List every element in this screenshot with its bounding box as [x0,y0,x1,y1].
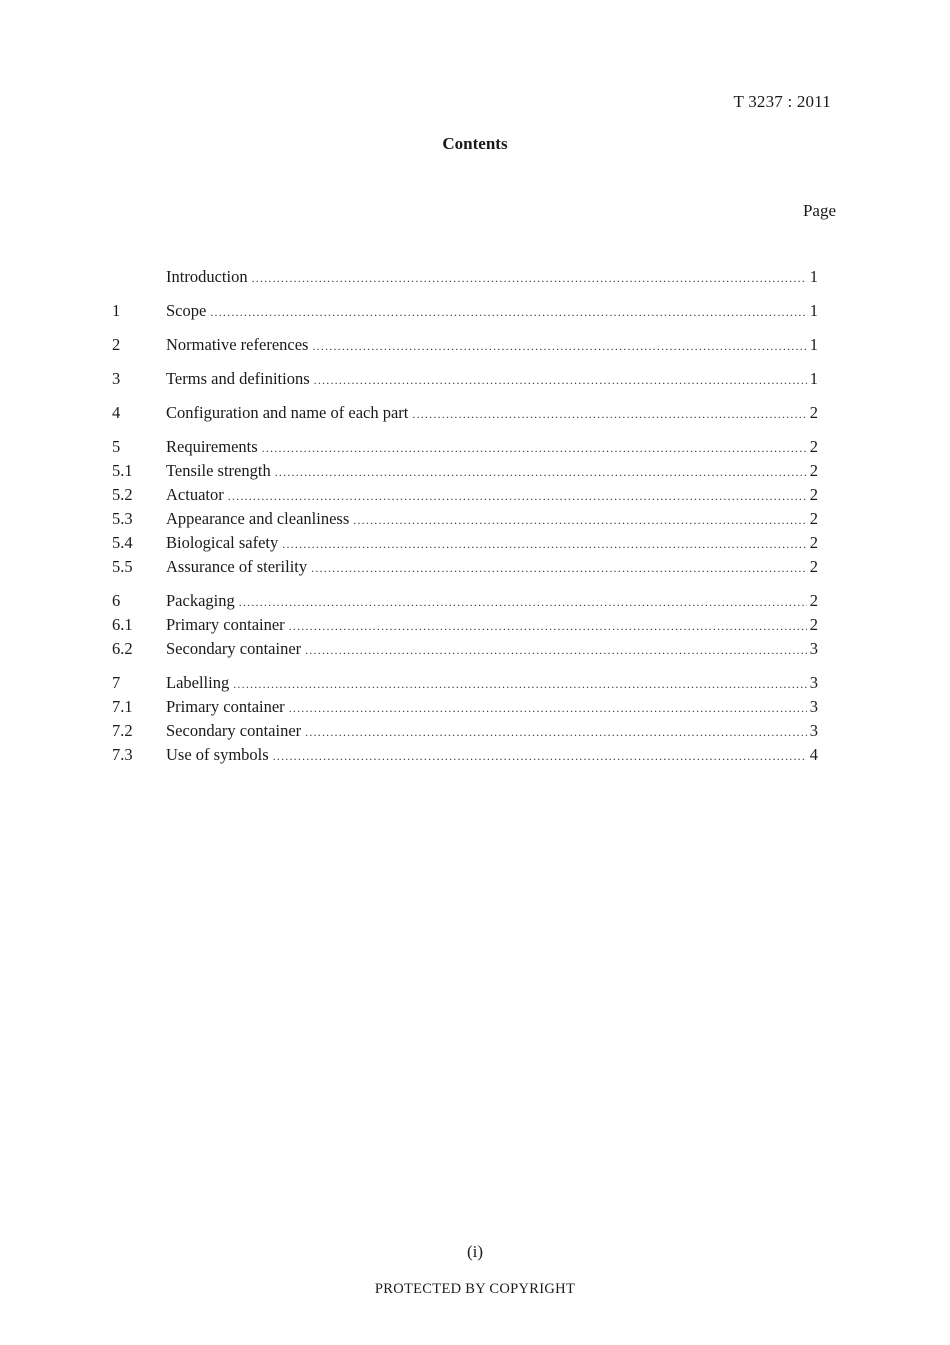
toc-entry[interactable] [112,333,818,357]
toc-entry[interactable] [112,367,818,391]
toc-entry-label: Primary container [166,697,285,716]
toc-entry[interactable] [112,435,818,459]
toc-entry-label: Requirements [166,437,258,456]
toc-entry-number: 7.2 [112,721,133,740]
toc-entry-page: 3 [809,697,818,716]
toc-entry-label: Secondary container [166,721,302,740]
toc-entry[interactable] [112,695,818,719]
toc-dot-leader [305,638,807,662]
toc-entry-page: 2 [809,615,818,634]
toc-entry[interactable] [112,743,818,767]
toc-entry-page: 1 [809,369,818,388]
toc-dot-leader [233,672,807,696]
toc-entry-page: 2 [809,557,818,576]
toc-entry[interactable] [112,589,818,613]
toc-entry-number: 7.3 [112,745,133,764]
toc-entry-page: 1 [809,301,818,320]
page-folio: (i) [466,1242,484,1261]
toc-entry-page: 2 [809,533,818,552]
toc-entry[interactable] [112,531,818,555]
toc-entry-number: 6.1 [112,615,133,634]
table-of-contents [112,265,818,767]
toc-entry-number: 3 [112,369,121,388]
toc-entry-label: Scope [166,301,207,320]
toc-entry-number: 7 [112,673,121,692]
toc-entry-label: Appearance and cleanliness [166,509,350,528]
toc-entry-label: Biological safety [166,533,279,552]
toc-dot-leader [289,696,807,720]
toc-entry[interactable] [112,637,818,661]
toc-entry-number: 5.4 [112,533,133,552]
toc-entry[interactable] [112,719,818,743]
toc-dot-leader [282,532,806,556]
toc-entry[interactable] [112,613,818,637]
toc-entry-page: 1 [809,267,818,286]
toc-entry-label: Tensile strength [166,461,271,480]
toc-dot-leader [412,402,806,426]
toc-dot-leader [210,300,806,324]
toc-entry-label: Labelling [166,673,230,692]
toc-entry-label: Actuator [166,485,224,504]
toc-entry-page: 2 [809,461,818,480]
toc-entry-number: 2 [112,335,121,354]
toc-entry-label: Configuration and name of each part [166,403,409,422]
toc-entry-number: 5 [112,437,121,456]
toc-entry-page: 3 [809,639,818,658]
toc-entry-number: 5.3 [112,509,133,528]
toc-dot-leader [289,614,807,638]
toc-entry[interactable] [112,507,818,531]
toc-dot-leader [262,436,807,460]
toc-entry-number: 4 [112,403,121,422]
toc-entry-number: 5.2 [112,485,133,504]
toc-dot-leader [314,368,807,392]
copyright-notice: PROTECTED BY COPYRIGHT [374,1281,576,1297]
toc-entry[interactable] [112,483,818,507]
toc-entry-page: 4 [809,745,818,764]
toc-entry-number: 1 [112,301,121,320]
toc-entry-label: Packaging [166,591,235,610]
toc-entry[interactable] [112,299,818,323]
toc-entry-page: 2 [809,485,818,504]
toc-dot-leader [275,460,807,484]
page-title: Contents [442,134,508,153]
toc-entry[interactable] [112,459,818,483]
toc-entry-page: 3 [809,673,818,692]
toc-entry[interactable] [112,555,818,579]
toc-entry-page: 2 [809,437,818,456]
toc-entry-label: Introduction [166,267,248,286]
toc-dot-leader [305,720,807,744]
toc-entry-number: 6.2 [112,639,133,658]
toc-dot-leader [228,484,807,508]
toc-dot-leader [252,266,807,290]
toc-entry[interactable] [112,671,818,695]
toc-entry-label: Primary container [166,615,285,634]
toc-entry-page: 3 [809,721,818,740]
toc-entry-page: 2 [809,403,818,422]
toc-entry-label: Secondary container [166,639,302,658]
toc-dot-leader [312,334,806,358]
toc-entry-number: 5.5 [112,557,133,576]
toc-entry-number: 6 [112,591,121,610]
toc-dot-leader [239,590,807,614]
toc-entry-page: 1 [809,335,818,354]
toc-entry-label: Normative references [166,335,309,354]
toc-entry-number: 5.1 [112,461,133,480]
toc-entry-number: 7.1 [112,697,133,716]
toc-entry-page: 2 [809,509,818,528]
toc-dot-leader [353,508,807,532]
toc-dot-leader [273,744,807,768]
toc-entry-label: Assurance of sterility [166,557,308,576]
page-column-label: Page [802,201,836,220]
toc-entry-label: Terms and definitions [166,369,310,388]
toc-entry-page: 2 [809,591,818,610]
toc-entry[interactable] [112,265,818,289]
toc-entry-label: Use of symbols [166,745,269,764]
document-code: T 3237 : 2011 [733,92,831,111]
toc-dot-leader [311,556,807,580]
toc-entry[interactable] [112,401,818,425]
